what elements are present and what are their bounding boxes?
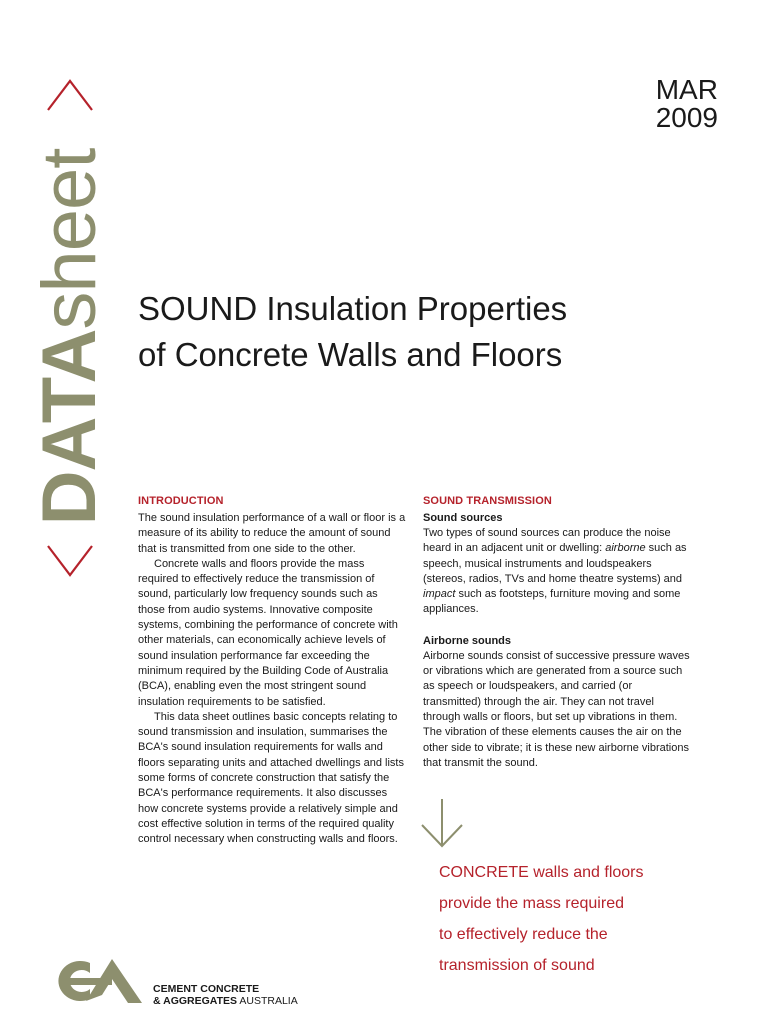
sound-transmission-section <box>423 495 693 771</box>
title-line-2: of Concrete Walls and Floors <box>138 336 563 373</box>
logo-line-1: CEMENT CONCRETE <box>153 983 260 995</box>
impact-term: impact <box>423 588 456 601</box>
airborne-term: airborne <box>605 542 646 555</box>
airborne-sounds-paragraph: Airborne sounds consist of successive pressure waves or vibrations which are generated from a source such as speech or loudspeakers, and carried (or transmitted) through the air. They can not travel through walls or floors, but set up vibrations in them. The vibration of these elements causes the air on the other side to vibrate; it is these new airborne vibrations that transmit the sound. <box>423 649 690 769</box>
datasheet-brand <box>20 70 120 590</box>
intro-paragraph-2: Concrete walls and floors provide the mass required to effectively reduce the transmission of sound, particularly low frequency sounds such as those from audio systems. Innovative composite systems, combining the performance of concrete with other materials, can economically achieve levels of sound insulation performance far exceeding the minimum required by the Building Code of Australia (BCA), enabling even the most stringent sound insulation requirements to be satisfied. <box>138 557 398 708</box>
sources-text-part-2: such as speech, musical instruments and loudspeakers (stereos, radios, TVs and home theatre systems) and <box>423 542 687 585</box>
sound-sources-heading: Sound sources <box>423 512 503 524</box>
brand-sheet-word: sheet <box>27 148 112 330</box>
logo-line-2-rest: AUSTRALIA <box>237 995 298 1007</box>
issue-month: MAR <box>655 74 718 105</box>
airborne-sounds-heading: Airborne sounds <box>423 634 512 647</box>
issue-year: 2009 <box>655 102 718 133</box>
pull-quote-line-1: CONCRETE walls and floors <box>439 864 644 881</box>
intro-paragraph-1: The sound insulation performance of a wall or floor is a measure of its ability to reduce the amount of sound that is transmitted from one side to the other. <box>138 512 406 555</box>
sound-transmission-heading: SOUND TRANSMISSION <box>423 495 552 507</box>
brand-data-word: DATA <box>27 329 112 526</box>
sound-sources-paragraph <box>423 526 693 618</box>
intro-paragraph-3: This data sheet outlines basic concepts relating to sound transmission and insulation, summarises the BCA's sound insulation requirements for walls and floors separating units and attached dwellings and lists some forms of concrete construction that satisfy the BCA's performance requirements. It also discusses how concrete systems provide a relatively simple and cost effective solution in terms of the required quality control necessary when constructing walls and floors. <box>138 710 404 846</box>
pull-quote-line-4: transmission of sound <box>439 957 595 974</box>
logo-line-2-bold: & AGGREGATES <box>153 995 238 1007</box>
sources-text-part-1: Two types of sound sources can produce the noise heard in an adjacent unit or dwelling: <box>423 527 671 555</box>
chevron-down-icon <box>46 544 94 578</box>
pull-quote-line-3: to effectively reduce the <box>439 926 608 943</box>
ccaa-logo-text <box>153 983 298 1007</box>
introduction-heading: INTRODUCTION <box>138 495 224 507</box>
down-arrow-icon <box>419 797 465 849</box>
sources-text-part-3: such as footsteps, furniture moving and some appliances. <box>423 588 681 616</box>
brand-wordmark <box>27 148 112 526</box>
pull-quote <box>439 857 689 981</box>
pull-quote-line-2: provide the mass required <box>439 895 624 912</box>
issue-date <box>656 76 718 132</box>
ccaa-logo-icon <box>46 957 146 1005</box>
title-line-1: SOUND Insulation Properties <box>138 290 568 327</box>
page-title <box>138 286 698 378</box>
introduction-section <box>138 495 406 848</box>
chevron-up-icon <box>46 78 94 112</box>
